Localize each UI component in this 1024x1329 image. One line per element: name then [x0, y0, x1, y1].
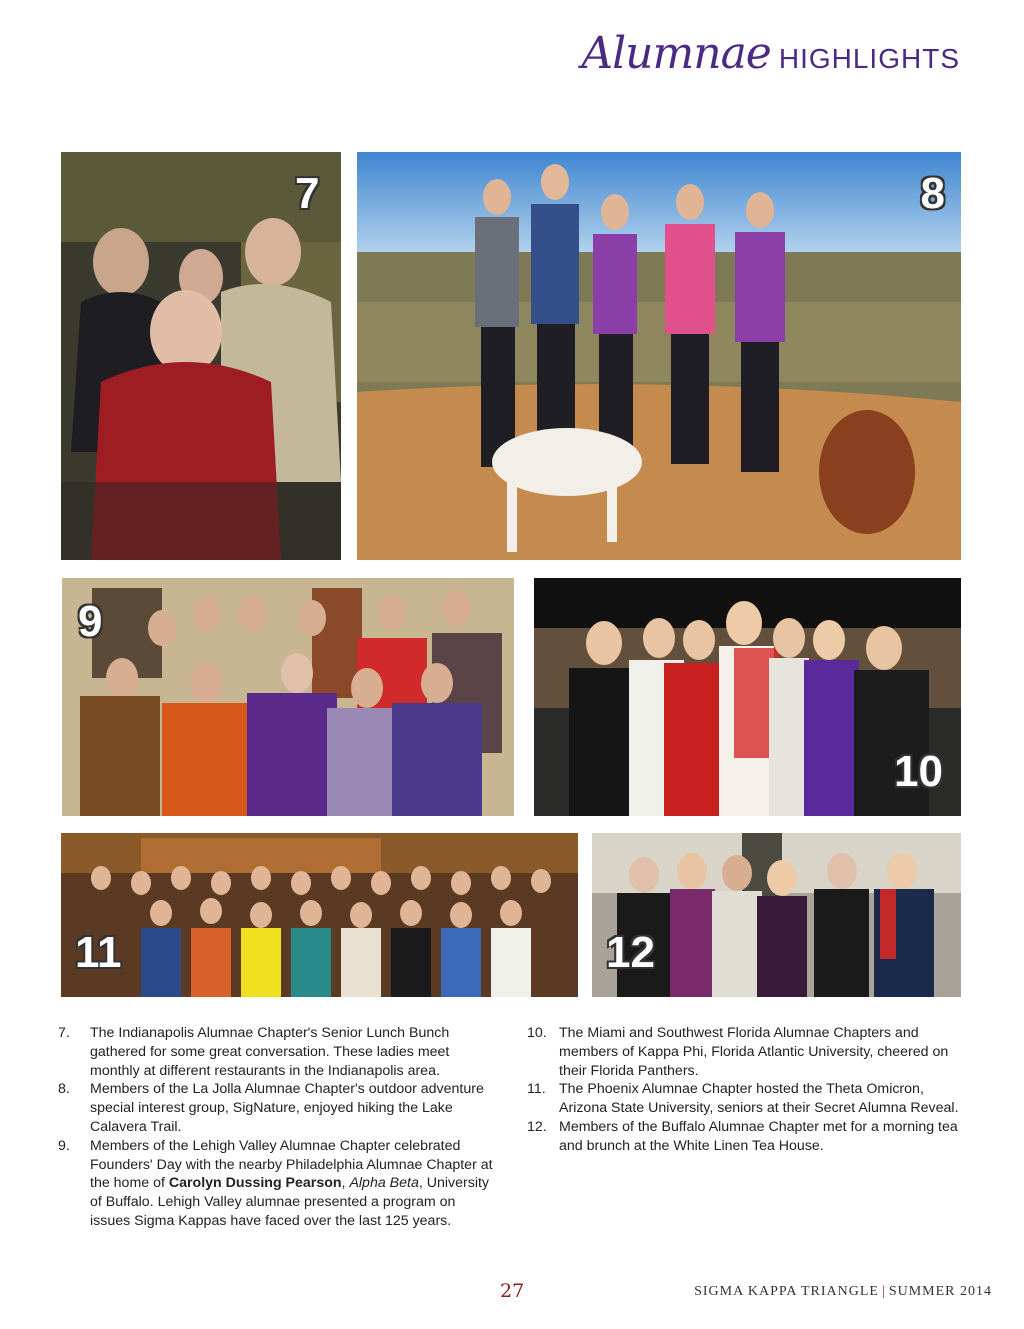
caption-text: The Phoenix Alumnae Chapter hosted the Theta Omicron, Arizona State University, seniors at their Secret Alumna Reveal.	[559, 1081, 959, 1117]
caption-12	[527, 1118, 966, 1156]
photo-8	[357, 152, 961, 560]
caption-person-name: Carolyn Dussing Pearson	[168, 1175, 342, 1192]
caption-9	[58, 1137, 497, 1231]
caption-text: The Indianapolis Alumnae Chapter's Senior Lunch Bunch gathered for some great conversation. These ladies meet monthly at different restaurants in the Indianapolis area.	[90, 1025, 450, 1079]
photo-10	[534, 578, 961, 816]
caption-number: 7.	[58, 1025, 70, 1041]
page-number: 27	[500, 1280, 525, 1302]
photo-number: 9	[78, 597, 103, 646]
caption-8	[58, 1080, 497, 1136]
caption-11	[527, 1080, 966, 1118]
publication-line	[694, 1284, 992, 1300]
caption-column-right	[527, 1024, 966, 1231]
caption-number: 9.	[58, 1137, 70, 1154]
caption-text-b: , University of Buffalo. Lehigh Valley alumnae presented a program on issues Sigma Kappas have faced over the last 125 years.	[90, 1175, 490, 1229]
caption-column-left	[58, 1024, 497, 1231]
footer-divider: |	[882, 1284, 886, 1299]
photo-number: 7	[295, 169, 320, 218]
caption-chapter-name: Alpha Beta	[349, 1175, 419, 1192]
photo-number: 11	[75, 928, 122, 977]
photo-9	[62, 578, 514, 816]
photo-number: 8	[920, 169, 945, 218]
section-header	[581, 28, 960, 79]
captions	[58, 1024, 966, 1231]
caption-10	[527, 1024, 966, 1080]
photo-number: 12	[606, 928, 655, 977]
publication-name: SIGMA KAPPA TRIANGLE	[694, 1284, 879, 1299]
caption-text-a: Members of the Lehigh Valley Alumnae Chapter celebrated Founders' Day with the nearby Philadelphia Alumnae Chapter at the home of	[90, 1137, 493, 1192]
photo-7	[61, 152, 341, 560]
caption-number: 8.	[58, 1081, 70, 1098]
caption-number: 11.	[527, 1081, 546, 1098]
caption-text: The Miami and Southwest Florida Alumnae Chapters and members of Kappa Phi, Florida Atlantic University, cheered on their Florida Panthers.	[559, 1025, 949, 1079]
header-script-word: Alumnae	[581, 28, 771, 79]
caption-text: Members of the La Jolla Alumnae Chapter's outdoor adventure special interest group, SigNature, enjoyed hiking the Lake Calavera Trail.	[90, 1081, 484, 1135]
caption-text	[90, 1137, 497, 1231]
issue-date: SUMMER 2014	[888, 1284, 992, 1299]
photo-number: 10	[894, 747, 943, 796]
caption-7	[58, 1024, 497, 1080]
header-caps-word: HIGHLIGHTS	[778, 43, 960, 74]
photo-12	[592, 833, 961, 997]
caption-separator: ,	[341, 1175, 350, 1192]
caption-number: 12.	[527, 1118, 547, 1135]
photo-11	[61, 833, 578, 997]
page-footer	[0, 1278, 1024, 1308]
caption-number: 10.	[527, 1025, 547, 1041]
caption-text: Members of the Buffalo Alumnae Chapter met for a morning tea and brunch at the White Linen Tea House.	[559, 1118, 958, 1154]
